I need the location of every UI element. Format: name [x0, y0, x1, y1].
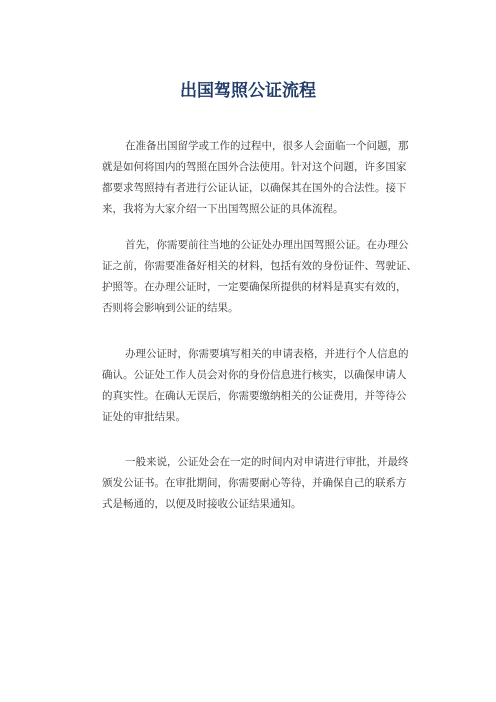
paragraph-line: 护照等。在办理公证时，一定要确保所提供的材料是真实有效的， — [102, 281, 407, 293]
document-title: 出国驾照公证流程 — [180, 81, 316, 101]
paragraph-4 — [104, 452, 434, 515]
paragraph-line: 办理公证时，你需要填写相关的申请表格，并进行个人信息的 — [125, 348, 409, 360]
paragraph-line: 就是如何将国内的驾照在国外合法使用。针对这个问题，许多国家 — [102, 161, 407, 173]
paragraph-line: 颁发公证书。在审批期间，你需要耐心等待，并确保自己的联系方 — [102, 477, 407, 489]
paragraph-line: 式是畅通的，以便及时接收公证结果通知。 — [102, 498, 302, 510]
paragraph-line: 首先，你需要前往当地的公证处办理出国驾照公证。在办理公 — [125, 239, 409, 251]
paragraph-line: 的真实性。在确认无误后，你需要缴纳相关的公证费用，并等待公 — [102, 390, 407, 402]
paragraph-line: 证处的审批结果。 — [102, 411, 186, 423]
paragraph-2 — [104, 235, 434, 319]
paragraph-1 — [104, 136, 434, 220]
paragraph-line: 一般来说，公证处会在一定的时间内对申请进行审批，并最终 — [125, 456, 409, 468]
paragraph-3 — [104, 344, 434, 428]
paragraph-line: 否则将会影响到公证的结果。 — [102, 302, 239, 314]
paragraph-line: 来，我将为大家介绍一下出国驾照公证的具体流程。 — [102, 203, 344, 215]
paragraph-line: 证之前，你需要准备好相关的材料，包括有效的身份证件、驾驶证、 — [102, 260, 417, 272]
paragraph-line: 确认。公证处工作人员会对你的身份信息进行核实，以确保申请人 — [102, 369, 407, 381]
paragraph-line: 在准备出国留学或工作的过程中，很多人会面临一个问题，那 — [125, 140, 409, 152]
paragraph-line: 都要求驾照持有者进行公证认证，以确保其在国外的合法性。接下 — [102, 182, 407, 194]
